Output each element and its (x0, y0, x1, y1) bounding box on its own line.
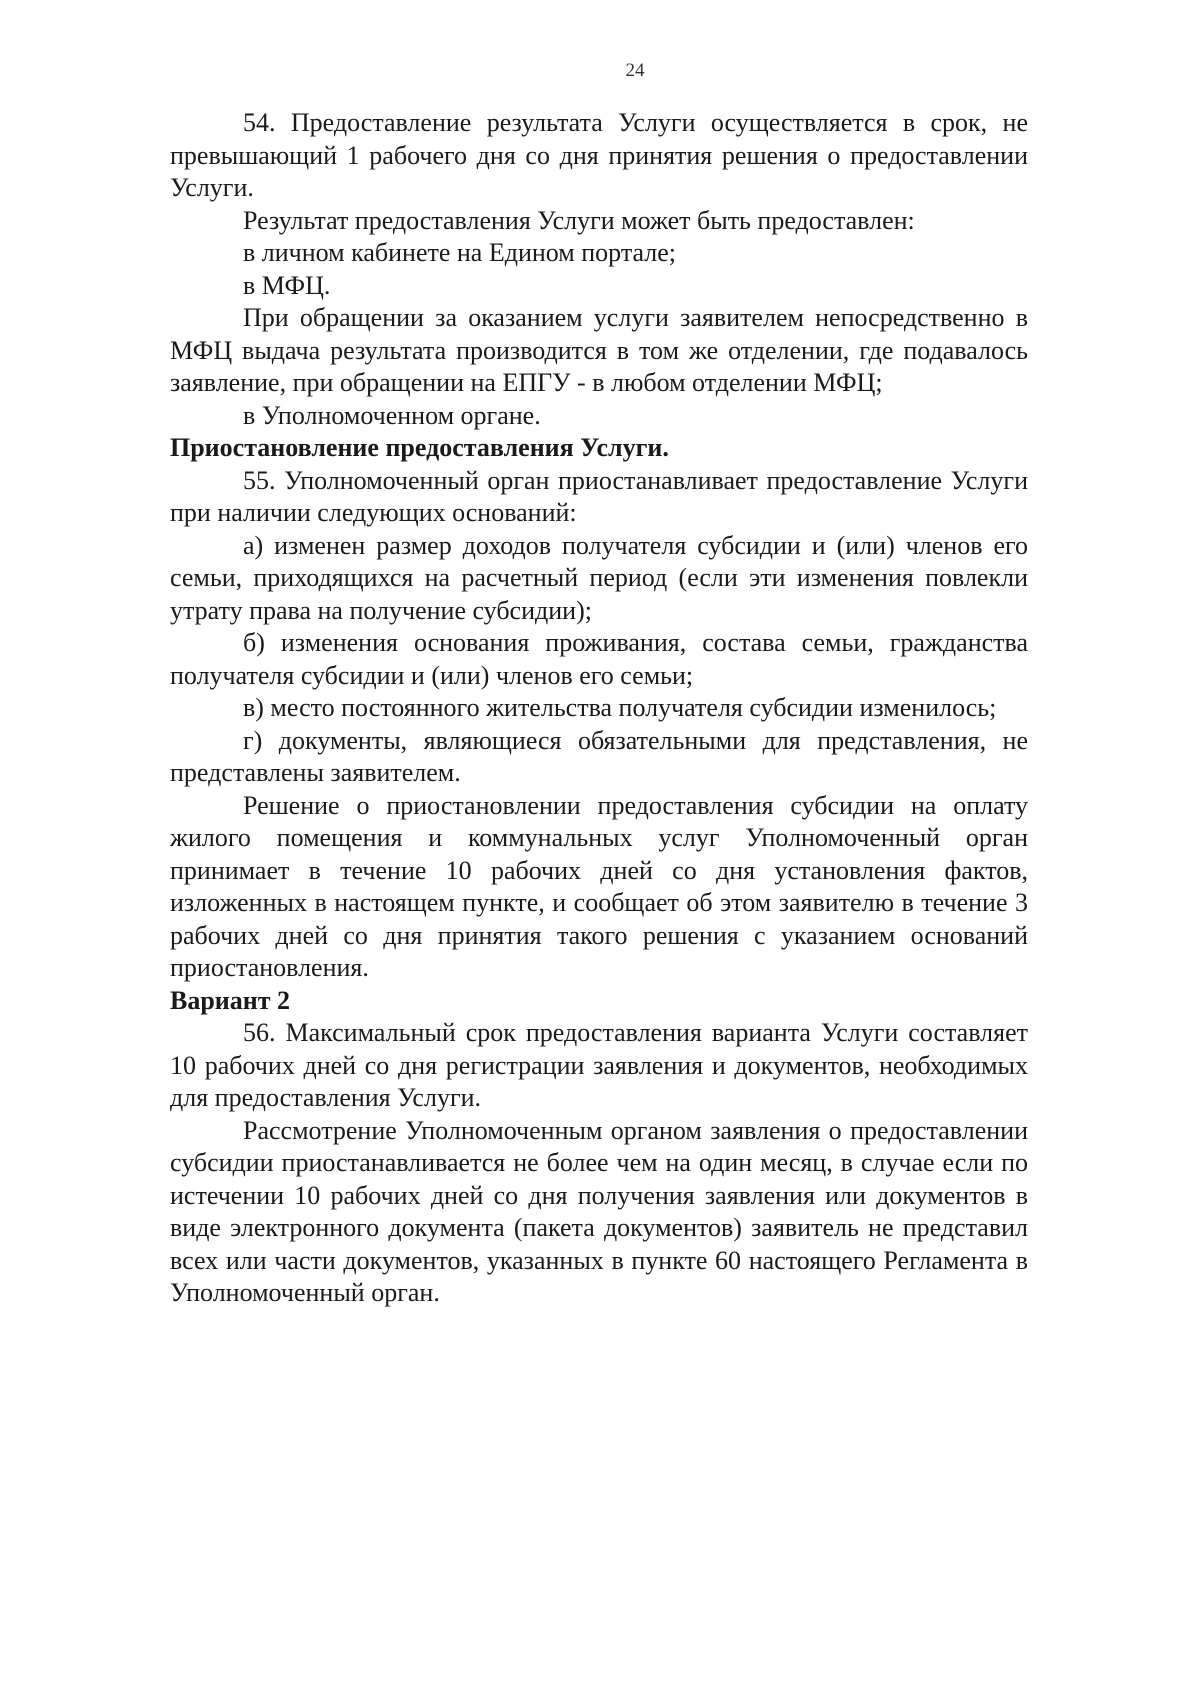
paragraph-55-b: б) изменения основания проживания, состава семьи, гражданства получателя субсидии и (или) членов его семьи; (170, 628, 1028, 690)
paragraph-mfc-delivery: При обращении за оказанием услуги заявителем непосредственно в МФЦ выдача результата производится в том же отделении, где подавалось заявление, при обращении на ЕПГУ - в любом отделении МФЦ; (170, 303, 1028, 397)
paragraph-mfc: в МФЦ. (243, 270, 331, 300)
paragraph-authorized-body: в Уполномоченном органе. (243, 400, 541, 430)
document-body (170, 107, 1028, 1310)
paragraph-result-ways: Результат предоставления Услуги может быть предоставлен: (243, 205, 915, 235)
paragraph-55-g: г) документы, являющиеся обязательными для представления, не представлены заявителем. (170, 725, 1028, 787)
page-number: 24 (625, 60, 645, 81)
paragraph-review-suspension: Рассмотрение Уполномоченным органом заявления о предоставлении субсидии приостанавливается не более чем на один месяц, в случае если по истечении 10 рабочих дней со дня получения заявления или документов в виде электронного документа (пакета документов) заявитель не представил всех или части документов, указанных в пункте 60 настоящего Регламента в Уполномоченный орган. (170, 1115, 1028, 1307)
paragraph-54: 54. Предоставление результата Услуги осуществляется в срок, не превышающий 1 рабочего дня со дня принятия решения о предоставлении Услуги. (170, 108, 1028, 202)
paragraph-personal-account: в личном кабинете на Едином портале; (243, 238, 676, 267)
paragraph-suspension-decision: Решение о приостановлении предоставления субсидии на оплату жилого помещения и коммунальных услуг Уполномоченный орган принимает в течение 10 рабочих дней со дня установления фактов, изложенных в настоящем пункте, и сообщает об этом заявителю в течение 3 рабочих дней со дня принятия такого решения с указанием оснований приостановления. (170, 790, 1028, 982)
paragraph-55: 55. Уполномоченный орган приостанавливает предоставление Услуги при наличии следующих оснований: (170, 465, 1028, 527)
heading-variant-2: Вариант 2 (170, 985, 291, 1015)
paragraph-56: 56. Максимальный срок предоставления варианта Услуги составляет 10 рабочих дней со дня регистрации заявления и документов, необходимых для предоставления Услуги. (170, 1018, 1028, 1112)
heading-suspension: Приостановление предоставления Услуги. (170, 433, 669, 462)
paragraph-55-a: а) изменен размер доходов получателя субсидии и (или) членов его семьи, приходящихся на расчетный период (если эти изменения повлекли утрату права на получение субсидии); (170, 530, 1028, 625)
paragraph-55-v: в) место постоянного жительства получателя субсидии изменилось; (243, 693, 997, 722)
